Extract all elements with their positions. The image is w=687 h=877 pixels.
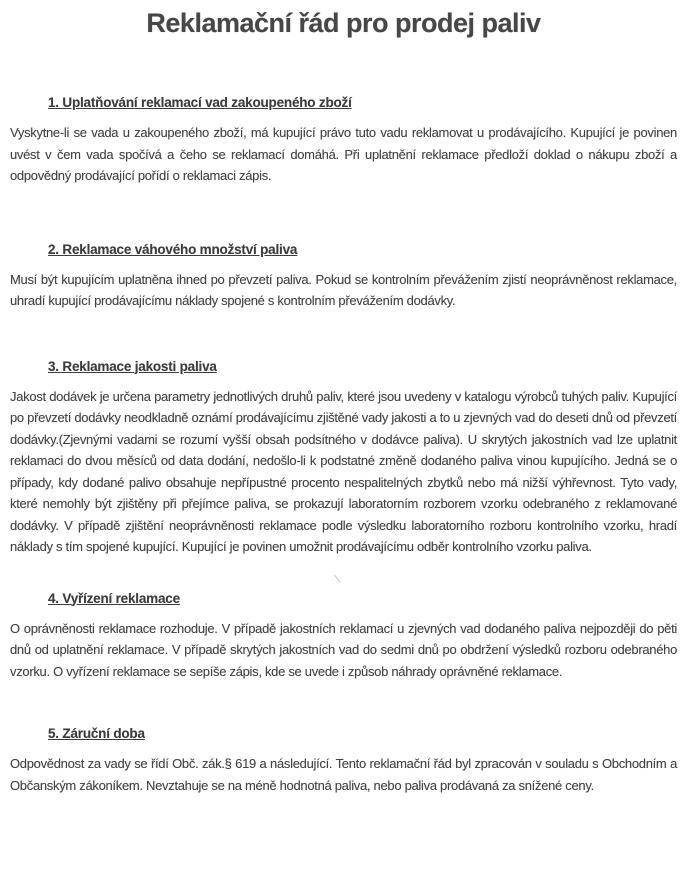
section-3-heading: 3. Reklamace jakosti paliva (48, 358, 217, 374)
section-2 (10, 242, 677, 312)
section-4-heading: 4. Vyřízení reklamace (48, 590, 180, 606)
section-5-body: Odpovědnost za vady se řídí Obč. zák.§ 619 a následující. Tento reklamační řád byl zpracován v souladu s Obchodním a Občanským zákoníkem. Nevztahuje se na méně hodnotná paliva, nebo paliva prodávaná za snížené ceny. (10, 756, 677, 793)
scan-artifact-mark (334, 570, 346, 582)
document-title: Reklamační řád pro prodej paliv (146, 8, 541, 38)
section-5 (10, 726, 677, 796)
section-2-heading: 2. Reklamace váhového množství paliva (48, 241, 298, 257)
section-2-body: Musí být kupujícím uplatněna ihned po převzetí paliva. Pokud se kontrolním převážením zjistí neoprávněnost reklamace, uhradí kupující prodávajícímu náklady spojené s kontrolním převážením dodávky. (10, 271, 677, 308)
section-1 (10, 95, 677, 187)
section-1-body: Vyskytne-li se vada u zakoupeného zboží, má kupující právo tuto vadu reklamovat u prodávajícího. Kupující je povinen uvést v čem vada spočívá a čeho se reklamací domáhá. Při uplatnění reklamace předloží doklad o nákupu zboží a odpovědný prodávající pořídí o reklamaci zápis. (10, 125, 677, 183)
section-5-heading: 5. Záruční doba (48, 726, 145, 741)
section-3-body: Jakost dodávek je určena parametry jednotlivých druhů paliv, které jsou uvedeny v katalogu výrobců tuhých paliv. Kupující po převzetí dodávky neodkladně oznámí prodávajícímu zjištěné vady jakosti a to u zjevných vad do deseti dnů od převzetí dodávky.(Zjevnými vadami se rozumí vyšší obsah podsítného v dodávce paliva). U skrytých jakostních vad lze uplatnit reklamaci do dvou měsíců od data dodání, nedošlo-li k podstatné změně dodaného paliva vinou kupujícího. Jedná se o případy, kdy dodané palivo obsahuje nepřípustné procento nespalitelných zbytků nebo má nižší výhřevnost. Tyto vady, které nemohly být zjištěny při přejímce paliva, se prokazují laboratorním rozborem vzorku odebraného z reklamované dodávky. V případě zjištění neoprávněnosti reklamace podle výsledku laboratorního rozboru kontrolního vzorku, hradí náklady s tím spojené kupující. Kupující je povinen umožnit prodávajícímu odběr kontrolního vzorku paliva. (10, 388, 677, 554)
section-1-heading: 1. Uplatňování reklamací vad zakoupeného zboží (48, 95, 352, 110)
section-4 (10, 591, 677, 683)
section-3 (10, 359, 677, 558)
section-4-body: O oprávněnosti reklamace rozhoduje. V případě jakostních reklamací u zjevných vad dodaného paliva nejpozději do pěti dnů od uplatnění reklamace. V případě skrytých jakostních vad do sedmi dnů po obdržení výsledků rozboru odebraného vzorku. O vyřízení reklamace se sepíše zápis, kde se uvede i způsob náhrady oprávněné reklamace. (10, 620, 677, 679)
